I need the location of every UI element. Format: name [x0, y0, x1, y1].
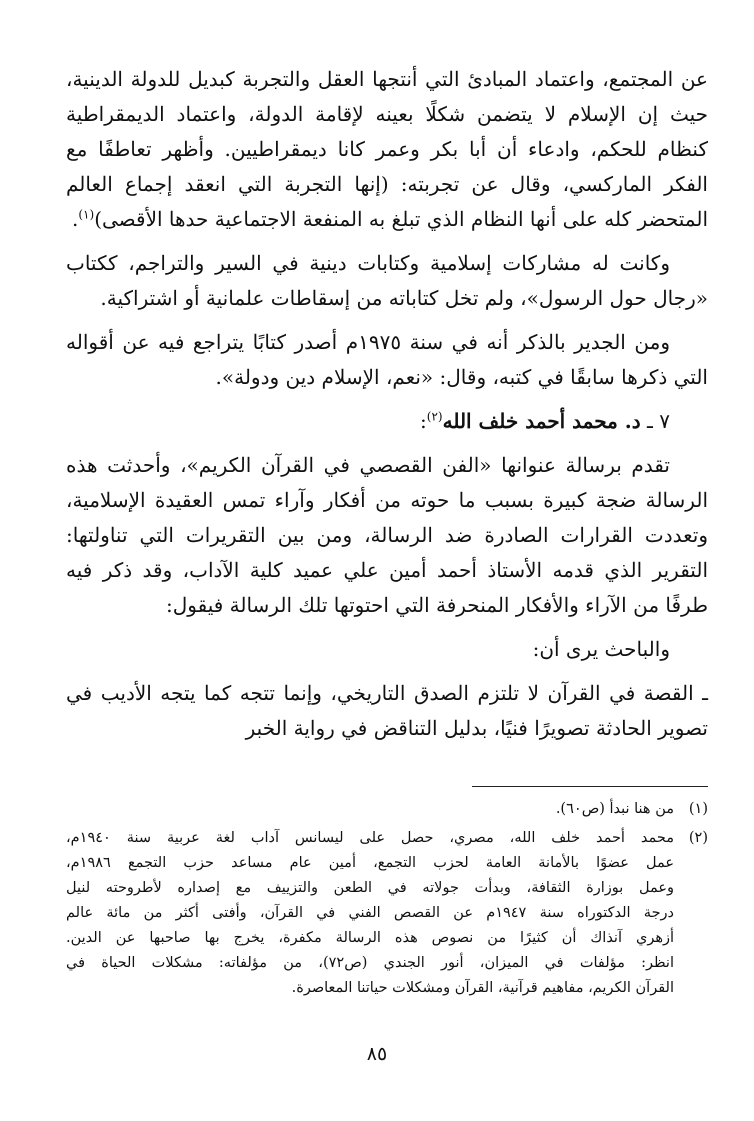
- heading-name: د. محمد أحمد خلف الله: [442, 409, 641, 433]
- footnote-line: أزهري آنذاك أن كثيرًا من نصوص هذه الرسالة مكفرة، يخرج بها صاحبها عن الدين.: [66, 930, 674, 946]
- footnote-line: عمل عضوًا بالأمانة العامة لحزب التجمع، أمين عام مساعد حزب التجمع ١٩٨٦م،: [66, 855, 674, 871]
- paragraph-1: عن المجتمع، واعتماد المبادئ التي أنتجها العقل والتجربة كبديل للدولة الدينية، حيث إن الإسلام لا يتضمن شكلًا بعينه لإقامة الدولة، واعتماد الديمقراطية كنظام للحكم، وادعاء أن أبا بكر وعمر كانا ديمقراطيين. وأظهر تعاطفًا مع الفكر الماركسي، وقال عن تجربته: (إنها التجربة التي انعقد إجماع العالم المتحضر كله على أنها النظام الذي تبلغ به المنفعة الاجتماعية حدها الأقصى)$^{(١)}$.: [66, 67, 708, 231]
- footnote-number: (٢): [688, 830, 708, 846]
- footnote-line: محمد أحمد خلف الله، مصري، حصل على ليسانس آداب لغة عربية سنة ١٩٤٠م،: [66, 830, 674, 846]
- page-number: ٨٥: [366, 1043, 388, 1065]
- footnote-ref-1[interactable]: (١): [78, 207, 95, 222]
- footnote-line: درجة الدكتوراه سنة ١٩٤٧م عن القصص الفني في القرآن، وأفتى أكثر من مائة عالم: [66, 905, 674, 921]
- footnotes: [66, 797, 708, 1001]
- section-heading: ٧ ـ د. محمد أحمد خلف الله$^{(٢)}$:: [420, 409, 670, 433]
- footnote-line: وعمل بوزارة الثقافة، وبدأت جولاته في الطعن والتزييف مع إصداره لأطروحته لنيل: [66, 880, 674, 896]
- paragraph-6: ـ القصة في القرآن لا تلتزم الصدق التاريخي، وإنما تتجه كما يتجه الأديب في تصوير الحادثة تصويرًا فنيًا، بدليل التناقض في رواية الخبر: [66, 681, 708, 740]
- main-text: [66, 62, 708, 746]
- footnote-1: [66, 797, 708, 822]
- footnote-ref-2[interactable]: (٢): [426, 409, 443, 424]
- footnote-line: انظر: مؤلفات في الميزان، أنور الجندي (ص٧٢)، من مؤلفاته: مشكلات الحياة في: [66, 955, 674, 971]
- paragraph-5: والباحث يرى أن:: [532, 637, 670, 661]
- paragraph-2: وكانت له مشاركات إسلامية وكتابات دينية في السير والتراجم، ككتاب «رجال حول الرسول»، ولم تخل كتاباته من إسقاطات علمانية أو اشتراكية.: [66, 251, 708, 310]
- footnote-number: (١): [688, 801, 708, 817]
- book-page: [66, 62, 708, 1005]
- paragraph-3: ومن الجدير بالذكر أنه في سنة ١٩٧٥م أصدر كتابًا يتراجع فيه عن أقواله التي ذكرها سابقًا في كتبه، وقال: «نعم، الإسلام دين ودولة».: [66, 330, 708, 389]
- footnote-line: القرآن الكريم، مفاهيم قرآنية، القرآن ومشكلات حياتنا المعاصرة.: [291, 980, 674, 996]
- footnote-divider: [472, 786, 708, 787]
- footnote-2: [66, 826, 708, 1001]
- footnote-line: من هنا نبدأ (ص٦٠).: [555, 801, 674, 817]
- paragraph-4: تقدم برسالة عنوانها «الفن القصصي في القرآن الكريم»، وأحدثت هذه الرسالة ضجة كبيرة بسبب ما حوته من أفكار وآراء تمس العقيدة الإسلامية، وتعددت القرارات الصادرة ضد الرسالة، ومن بين التقريرات التي تناولتها: التقرير الذي قدمه الأستاذ أحمد أمين علي عميد كلية الآداب، وقد ذكر فيه طرفًا من الآراء والأفكار المنحرفة التي احتوتها تلك الرسالة فيقول:: [66, 453, 708, 617]
